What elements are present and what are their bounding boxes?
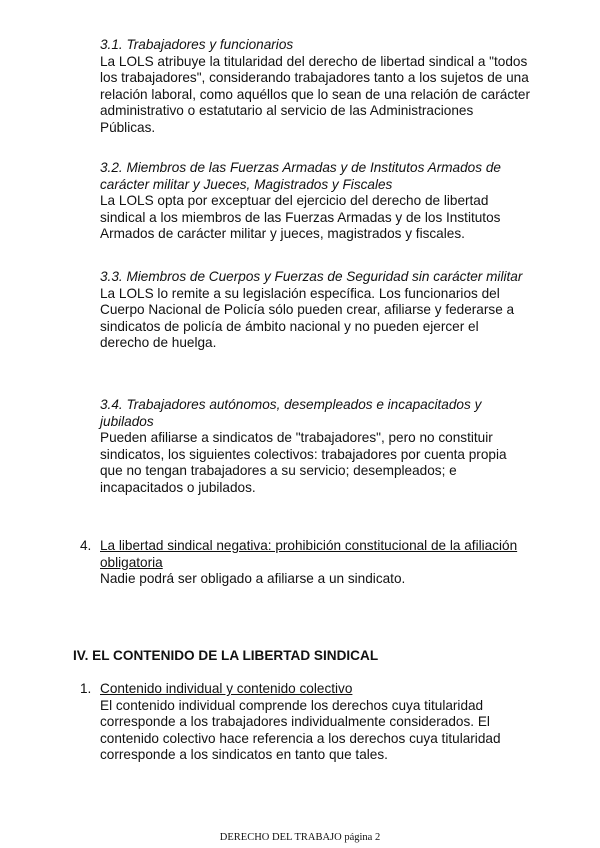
- list-item-4: [100, 538, 530, 588]
- subsection-title: 3.1. Trabajadores y funcionarios: [100, 37, 294, 52]
- list-number: 4.: [80, 538, 92, 553]
- subsection-body: La LOLS opta por exceptuar del ejercicio del derecho de libertad sindical a los miembros de las Fuerzas Armadas y de los Institutos Armados de carácter militar y jueces, magistrados y fiscales.: [100, 193, 501, 241]
- subsection-title: 3.2. Miembros de las Fuerzas Armadas y de Institutos Armados de carácter militar y Jueces, Magistrados y Fiscales: [100, 160, 501, 192]
- list-item-body: El contenido individual comprende los derechos cuya titularidad corresponde a los trabajadores individualmente considerados. El contenido colectivo hace referencia a los derechos cuya titularidad corresponde a los sindicatos en tanto que tales.: [100, 697, 501, 762]
- subsection-title: 3.4. Trabajadores autónomos, desempleados e incapacitados y jubilados: [100, 397, 482, 429]
- list-number: 1.: [80, 681, 92, 696]
- subsection-title: 3.3. Miembros de Cuerpos y Fuerzas de Seguridad sin carácter militar: [100, 269, 523, 284]
- list-item-title: Contenido individual y contenido colectivo: [100, 681, 353, 696]
- subsection-body: La LOLS atribuye la titularidad del derecho de libertad sindical a "todos los trabajadores", considerando trabajadores tanto a los sujetos de una relación laboral, como aquéllos que lo sean de una relación de carácter administrativo o estatutario al servicio de las Administraciones Públicas.: [100, 53, 530, 135]
- list-item-title: La libertad sindical negativa: prohibición constitucional de la afiliación obligatoria: [100, 538, 518, 570]
- subsection-3-1: [100, 37, 530, 136]
- subsection-body: Pueden afiliarse a sindicatos de "trabajadores", pero no constituir sindicatos, los siguientes colectivos: trabajadores por cuenta propia que no tengan trabajadores a su servicio; desempleados; e incapacitados o jubilados.: [100, 430, 507, 495]
- list-item-body: Nadie podrá ser obligado a afiliarse a un sindicato.: [100, 571, 406, 586]
- section-heading: IV. EL CONTENIDO DE LA LIBERTAD SINDICAL: [73, 648, 379, 663]
- subsection-body: La LOLS lo remite a su legislación específica. Los funcionarios del Cuerpo Nacional de Policía sólo pueden crear, afiliarse y federarse a sindicatos de policía de ámbito nacional y no pueden ejercer el derecho de huelga.: [100, 285, 515, 350]
- page-footer: DERECHO DEL TRABAJO página 2: [219, 832, 381, 843]
- subsection-3-3: [100, 269, 530, 352]
- list-item-contenido: [100, 681, 530, 764]
- subsection-3-4: [100, 397, 530, 496]
- subsection-3-2: [100, 160, 530, 243]
